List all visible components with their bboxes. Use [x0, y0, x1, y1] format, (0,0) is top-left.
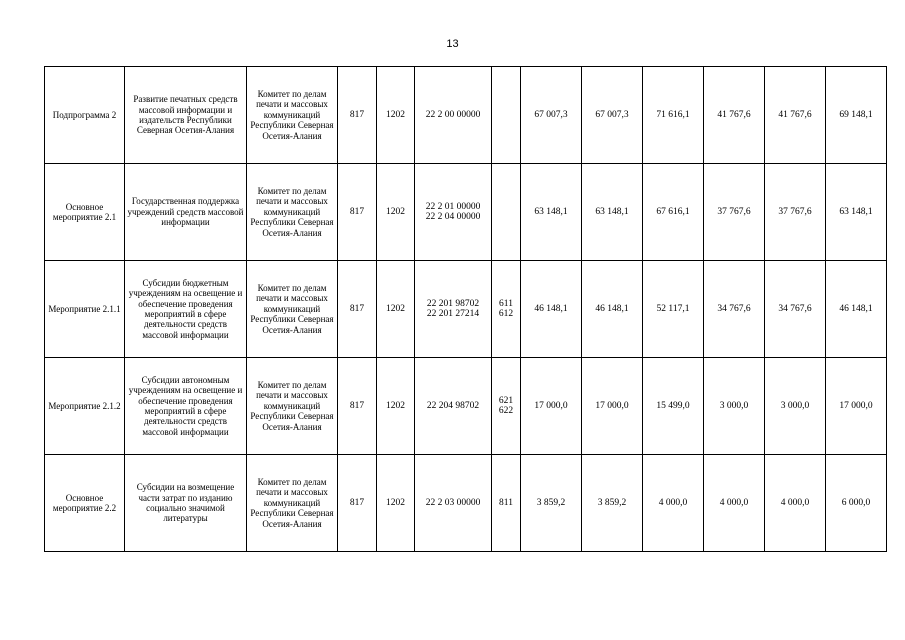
cell-amount-v2: 17 000,0 [582, 358, 643, 455]
vr-code: 622 [498, 406, 514, 416]
csr-code: 22 2 00 00000 [425, 109, 481, 120]
cell-csr [415, 455, 492, 552]
table-row [45, 261, 887, 358]
cell-rzpr: 1202 [377, 358, 415, 455]
cell-rzpr: 1202 [377, 455, 415, 552]
cell-executor: Комитет по делам печати и массовых коммуникаций Республики Северная Осетия-Алания [247, 67, 338, 164]
cell-name: Субсидии на возмещение части затрат по изданию социально значимой литературы [125, 455, 247, 552]
cell-executor: Комитет по делам печати и массовых коммуникаций Республики Северная Осетия-Алания [247, 358, 338, 455]
cell-name: Развитие печатных средств массовой информации и издательств Республики Северная Осетия-Алания [125, 67, 247, 164]
cell-amount-v4: 37 767,6 [704, 164, 765, 261]
cell-amount-v6: 17 000,0 [826, 358, 887, 455]
cell-amount-v1: 3 859,2 [521, 455, 582, 552]
cell-executor: Комитет по делам печати и массовых коммуникаций Республики Северная Осетия-Алания [247, 455, 338, 552]
cell-executor: Комитет по делам печати и массовых коммуникаций Республики Северная Осетия-Алания [247, 164, 338, 261]
cell-amount-v4: 34 767,6 [704, 261, 765, 358]
cell-amount-v5: 34 767,6 [765, 261, 826, 358]
table-row [45, 164, 887, 261]
vr-code: 621 [498, 395, 514, 406]
cell-csr [415, 261, 492, 358]
cell-vr [492, 358, 521, 455]
cell-grbs: 817 [338, 261, 377, 358]
cell-name: Субсидии бюджетным учреждениям на освещение и обеспечение проведения мероприятий в сфере деятельности средств массовой информации [125, 261, 247, 358]
cell-amount-v2: 63 148,1 [582, 164, 643, 261]
cell-executor: Комитет по делам печати и массовых коммуникаций Республики Северная Осетия-Алания [247, 261, 338, 358]
cell-amount-v3: 67 616,1 [643, 164, 704, 261]
cell-amount-v6: 6 000,0 [826, 455, 887, 552]
cell-vr [492, 261, 521, 358]
cell-csr [415, 164, 492, 261]
cell-rzpr: 1202 [377, 261, 415, 358]
cell-status: Основное мероприятие 2.2 [45, 455, 125, 552]
csr-code: 22 2 03 00000 [425, 497, 481, 508]
cell-amount-v5: 4 000,0 [765, 455, 826, 552]
cell-csr [415, 67, 492, 164]
cell-amount-v1: 46 148,1 [521, 261, 582, 358]
cell-amount-v5: 41 767,6 [765, 67, 826, 164]
cell-amount-v1: 67 007,3 [521, 67, 582, 164]
vr-code: 811 [499, 497, 513, 508]
cell-grbs: 817 [338, 455, 377, 552]
csr-code: 22 201 27214 [426, 309, 480, 319]
cell-amount-v4: 41 767,6 [704, 67, 765, 164]
cell-rzpr: 1202 [377, 164, 415, 261]
table-row [45, 358, 887, 455]
vr-code: 611 [499, 298, 513, 309]
cell-amount-v4: 3 000,0 [704, 358, 765, 455]
cell-status: Мероприятие 2.1.1 [45, 261, 125, 358]
csr-code: 22 2 04 00000 [425, 212, 481, 222]
budget-table [44, 66, 887, 552]
cell-amount-v6: 46 148,1 [826, 261, 887, 358]
cell-name: Государственная поддержка учреждений средств массовой информации [125, 164, 247, 261]
cell-status: Подпрограмма 2 [45, 67, 125, 164]
cell-amount-v2: 3 859,2 [582, 455, 643, 552]
cell-amount-v6: 69 148,1 [826, 67, 887, 164]
cell-amount-v3: 4 000,0 [643, 455, 704, 552]
cell-amount-v5: 37 767,6 [765, 164, 826, 261]
cell-status: Основное мероприятие 2.1 [45, 164, 125, 261]
csr-code: 22 2 01 00000 [425, 201, 481, 212]
cell-grbs: 817 [338, 358, 377, 455]
table-row [45, 67, 887, 164]
cell-grbs: 817 [338, 164, 377, 261]
cell-vr [492, 455, 521, 552]
cell-amount-v5: 3 000,0 [765, 358, 826, 455]
vr-code: 612 [498, 309, 514, 319]
cell-amount-v1: 63 148,1 [521, 164, 582, 261]
cell-vr [492, 164, 521, 261]
cell-amount-v2: 67 007,3 [582, 67, 643, 164]
cell-amount-v3: 52 117,1 [643, 261, 704, 358]
cell-status: Мероприятие 2.1.2 [45, 358, 125, 455]
csr-code: 22 201 98702 [426, 298, 480, 309]
cell-amount-v6: 63 148,1 [826, 164, 887, 261]
csr-code: 22 204 98702 [426, 400, 480, 411]
cell-amount-v3: 71 616,1 [643, 67, 704, 164]
cell-amount-v2: 46 148,1 [582, 261, 643, 358]
cell-rzpr: 1202 [377, 67, 415, 164]
cell-amount-v4: 4 000,0 [704, 455, 765, 552]
cell-grbs: 817 [338, 67, 377, 164]
cell-csr [415, 358, 492, 455]
cell-amount-v1: 17 000,0 [521, 358, 582, 455]
table-row [45, 455, 887, 552]
cell-amount-v3: 15 499,0 [643, 358, 704, 455]
page-number: 13 [446, 38, 459, 50]
cell-vr [492, 67, 521, 164]
cell-name: Субсидии автономным учреждениям на освещение и обеспечение проведения мероприятий в сфере деятельности средств массовой информации [125, 358, 247, 455]
